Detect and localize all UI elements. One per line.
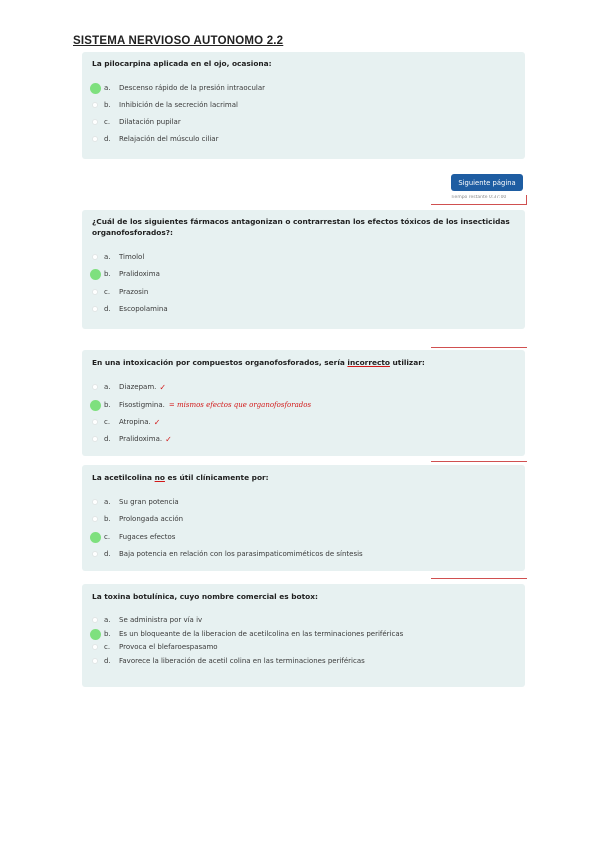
radio-icon[interactable] bbox=[92, 516, 98, 522]
radio-icon[interactable] bbox=[92, 436, 98, 442]
option-d[interactable]: d. Baja potencia en relación con los parasimpaticomiméticos de síntesis bbox=[92, 548, 363, 560]
option-a[interactable]: a. Diazepam. ✓ bbox=[92, 381, 166, 393]
option-c[interactable]: c. Fugaces efectos bbox=[92, 531, 175, 543]
option-b[interactable]: b. Fisostigmina. = mismos efectos que organofosforados bbox=[92, 399, 311, 411]
option-c[interactable]: c. Prazosin bbox=[92, 286, 148, 298]
question-card-2 bbox=[82, 210, 525, 329]
radio-icon[interactable] bbox=[92, 644, 98, 650]
radio-selected-icon[interactable] bbox=[90, 83, 101, 94]
radio-selected-icon[interactable] bbox=[90, 532, 101, 543]
radio-icon[interactable] bbox=[92, 551, 98, 557]
next-page-button[interactable]: Siguiente página bbox=[451, 174, 523, 191]
radio-icon[interactable] bbox=[92, 419, 98, 425]
document-title: SISTEMA NERVIOSO AUTONOMO 2.2 bbox=[73, 35, 284, 47]
question-text: La toxina botulínica, cuyo nombre comercial es botox: bbox=[92, 592, 318, 601]
question-card-5 bbox=[82, 584, 525, 687]
option-d[interactable]: d. Escopolamina bbox=[92, 303, 168, 315]
option-b[interactable]: b. Pralidoxima bbox=[92, 268, 160, 280]
option-c[interactable]: c. Atropina. ✓ bbox=[92, 416, 160, 428]
option-a[interactable]: a. Descenso rápido de la presión intraocular bbox=[92, 82, 265, 94]
question-card-1 bbox=[82, 52, 525, 159]
radio-icon[interactable] bbox=[92, 617, 98, 623]
option-b[interactable]: b. Inhibición de la secreción lacrimal bbox=[92, 99, 238, 111]
option-d[interactable]: d. Pralidoxima. ✓ bbox=[92, 433, 172, 445]
radio-icon[interactable] bbox=[92, 102, 98, 108]
option-d[interactable]: d. Relajación del músculo ciliar bbox=[92, 133, 218, 145]
check-mark-icon: ✓ bbox=[165, 434, 172, 444]
radio-icon[interactable] bbox=[92, 499, 98, 505]
timer-text: Tiempo restante 0:37:00 bbox=[431, 195, 527, 205]
question-text: La acetilcolina no es útil clínicamente por: bbox=[92, 473, 269, 482]
question-text: En una intoxicación por compuestos organofosforados, sería incorrecto utilizar: bbox=[92, 358, 425, 367]
question-card-3 bbox=[82, 350, 525, 456]
option-a[interactable]: a. Su gran potencia bbox=[92, 496, 179, 508]
red-divider bbox=[431, 578, 527, 579]
radio-selected-icon[interactable] bbox=[90, 400, 101, 411]
radio-icon[interactable] bbox=[92, 384, 98, 390]
option-d[interactable]: d. Favorece la liberación de acetil colina en las terminaciones periféricas bbox=[92, 655, 365, 667]
radio-icon[interactable] bbox=[92, 306, 98, 312]
red-divider bbox=[431, 347, 527, 348]
option-b[interactable]: b. Es un bloqueante de la liberacion de acetilcolina en las terminaciones periféricas bbox=[92, 628, 403, 640]
option-a[interactable]: a. Timolol bbox=[92, 251, 144, 263]
question-text: ¿Cuál de los siguientes fármacos antagonizan o contrarrestan los efectos tóxicos de los insecticidas organofosforados?: bbox=[92, 217, 510, 237]
handwritten-note: = mismos efectos que organofosforados bbox=[168, 401, 312, 409]
question-card-4 bbox=[82, 465, 525, 571]
radio-selected-icon[interactable] bbox=[90, 629, 101, 640]
option-c[interactable]: c. Provoca el blefaroespasamo bbox=[92, 641, 218, 653]
option-c[interactable]: c. Dilatación pupilar bbox=[92, 116, 181, 128]
red-divider bbox=[431, 461, 527, 462]
radio-icon[interactable] bbox=[92, 119, 98, 125]
radio-icon[interactable] bbox=[92, 658, 98, 664]
radio-selected-icon[interactable] bbox=[90, 269, 101, 280]
option-a[interactable]: a. Se administra por vía iv bbox=[92, 614, 202, 626]
option-b[interactable]: b. Prolongada acción bbox=[92, 513, 183, 525]
radio-icon[interactable] bbox=[92, 136, 98, 142]
radio-icon[interactable] bbox=[92, 254, 98, 260]
check-mark-icon: ✓ bbox=[153, 417, 161, 427]
question-text: La pilocarpina aplicada en el ojo, ocasiona: bbox=[92, 59, 272, 68]
check-mark-icon: ✓ bbox=[159, 382, 167, 392]
radio-icon[interactable] bbox=[92, 289, 98, 295]
